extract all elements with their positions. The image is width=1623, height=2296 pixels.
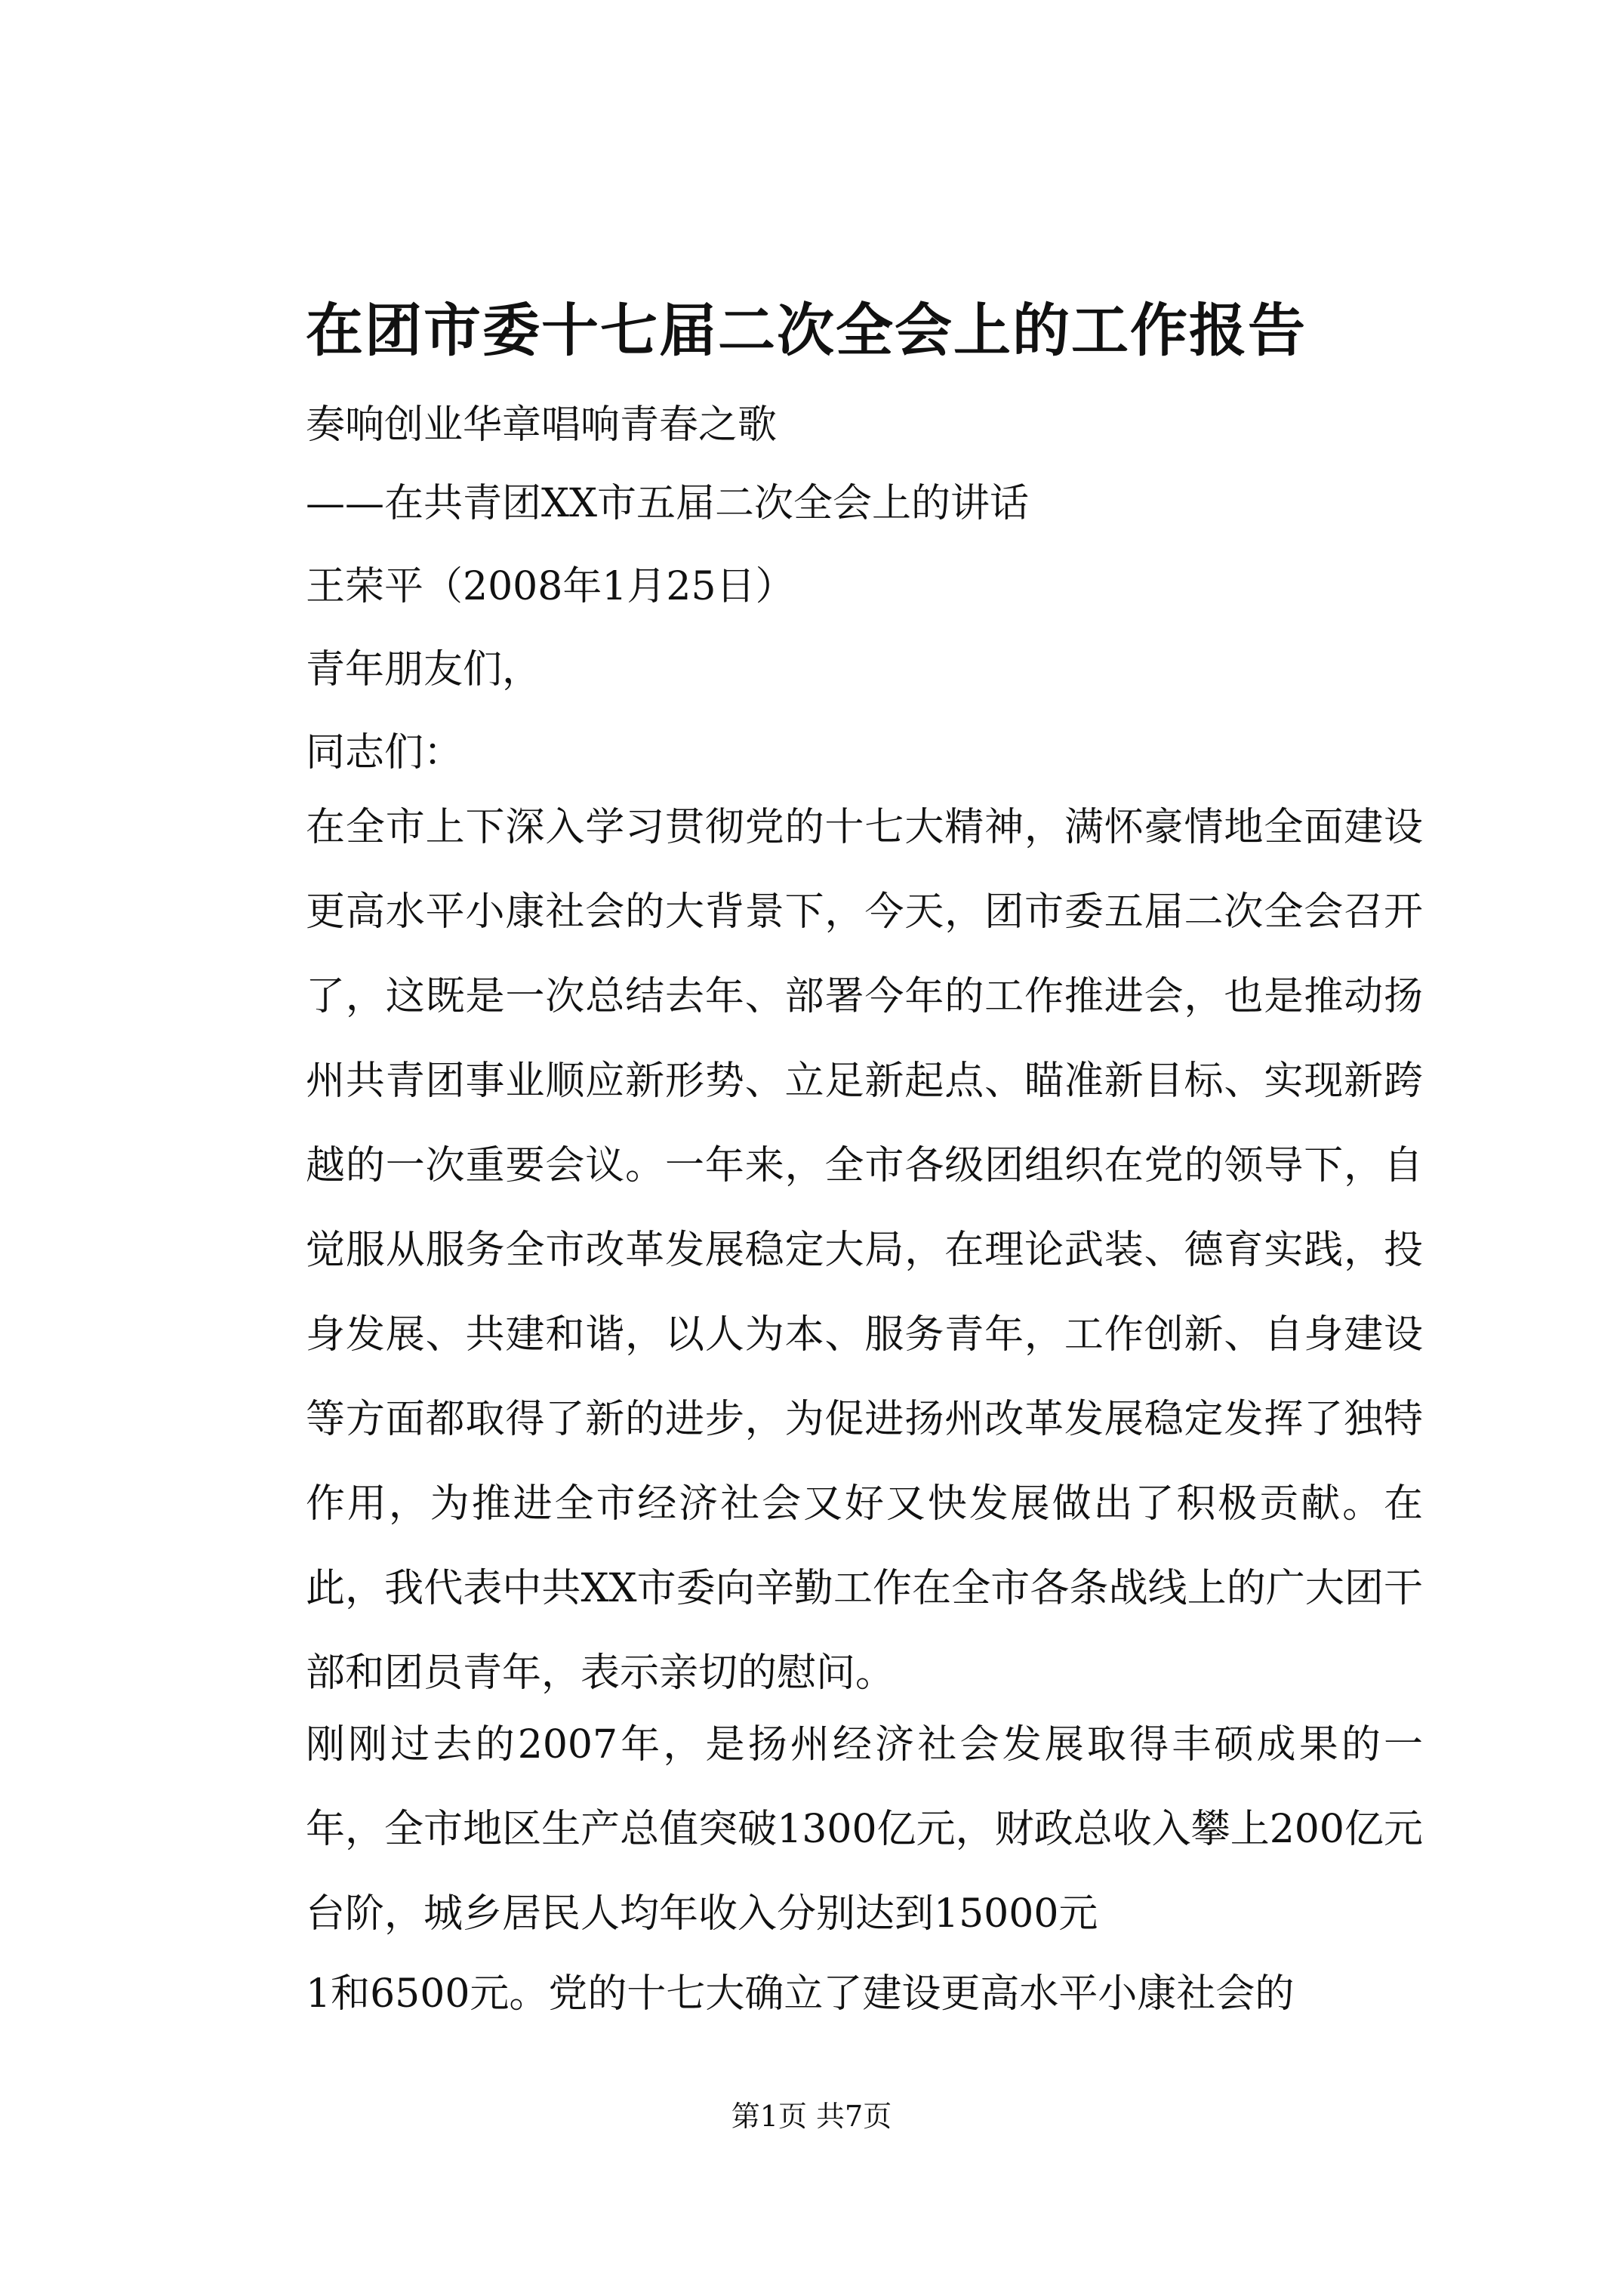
greeting-comrades: 同志们： <box>306 730 463 775</box>
paragraph-2 <box>306 1703 1423 1956</box>
paragraph-3-text: 1和6500元。党的十七大确立了建设更高水平小康社会的 <box>306 1971 1295 2017</box>
page-title: 在团市委十七届二次全会上的工作报告 <box>306 297 1307 364</box>
page-footer: 第1页 共7页 <box>731 2100 892 2133</box>
paragraph-2-text: 刚刚过去的2007年，是扬州经济社会发展取得丰硕成果的一年，全市地区生产总值突破1300亿元，财政总收入攀上200亿元台阶，城乡居民人均年收入分别达到15000元 <box>306 1722 1423 1937</box>
paragraph-1 <box>306 785 1423 1715</box>
paragraph-3 <box>306 1952 1423 2036</box>
subtitle: 奏响创业华章唱响青春之歌 <box>306 402 778 448</box>
author-date-line: 王荣平（2008年1月25日） <box>306 564 795 609</box>
subtitle-speech: ——在共青团XX市五届二次全会上的讲话 <box>306 481 1030 526</box>
paragraph-1-text: 在全市上下深入学习贯彻党的十七大精神，满怀豪情地全面建设更高水平小康社会的大背景下，今天，团市委五届二次全会召开了，这既是一次总结去年、部署今年的工作推进会，也是推动扬州共青团事业顺应新形势、立足新起点、瞄准新目标、实现新跨越的一次重要会议。一年来，全市各级团组织在党的领导下，自觉服从服务全市改革发展稳定大局，在理论武装、德育实践，投身发展、共建和谐，以人为本、服务青年，工作创新、自身建设等方面都取得了新的进步，为促进扬州改革发展稳定发挥了独特作用，为推进全市经济社会又好又快发展做出了积极贡献。在此，我代表中共XX市委向辛勤工作在全市各条战线上的广大团干部和团员青年，表示亲切的慰问。 <box>306 805 1423 1696</box>
greeting-youth: 青年朋友们， <box>306 647 542 692</box>
